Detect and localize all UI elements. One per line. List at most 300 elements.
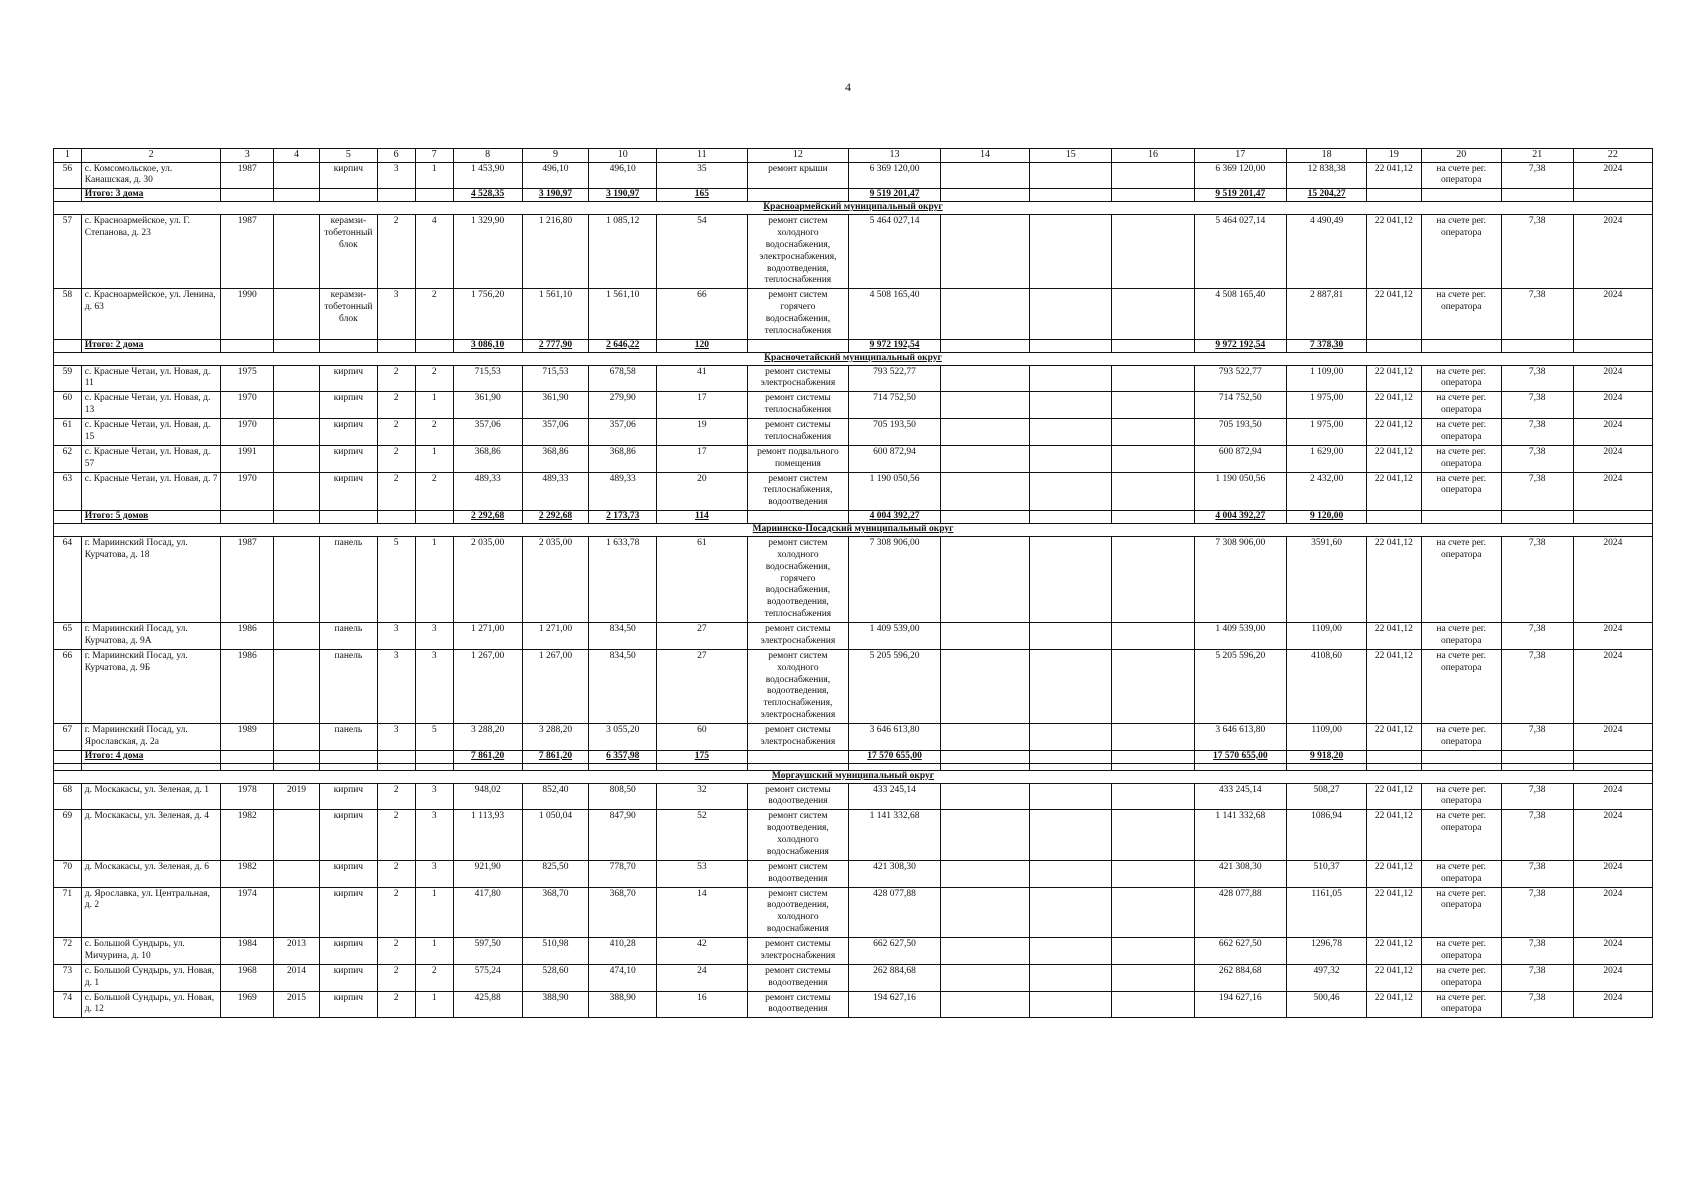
cell-c20: на счете рег. оператора xyxy=(1421,215,1501,289)
repair-register-table xyxy=(53,148,1653,1018)
cell-c4: 2019 xyxy=(273,783,319,810)
cell-c18: 4108,60 xyxy=(1287,649,1367,723)
cell-c11: 41 xyxy=(657,365,747,392)
cell-c8: 3 288,20 xyxy=(453,724,522,751)
cell-c11: 61 xyxy=(657,536,747,622)
cell-c18: 1 629,00 xyxy=(1287,445,1367,472)
cell-c18: 508,27 xyxy=(1287,783,1367,810)
table-row xyxy=(54,938,1653,965)
page-number: 4 xyxy=(845,80,851,94)
cell-c9: 489,33 xyxy=(522,472,589,511)
cell-c8: 3 086,10 xyxy=(453,339,522,352)
cell-empty xyxy=(940,511,1029,524)
cell-c17: 5 205 596,20 xyxy=(1194,649,1286,723)
cell-empty xyxy=(1030,783,1112,810)
cell-c17: 714 752,50 xyxy=(1194,392,1286,419)
table-row xyxy=(54,783,1653,810)
cell-empty xyxy=(1030,810,1112,861)
cell-c11: 32 xyxy=(657,783,747,810)
cell-c2: с. Большой Сундырь, ул. Мичурина, д. 10 xyxy=(81,938,221,965)
cell-c20: на счете рег. оператора xyxy=(1421,810,1501,861)
cell-c18: 2 887,81 xyxy=(1287,289,1367,340)
cell-empty xyxy=(1030,289,1112,340)
cell-c3: 1990 xyxy=(221,289,273,340)
table-row xyxy=(54,419,1653,446)
cell-empty xyxy=(221,511,273,524)
cell-c3: 1969 xyxy=(221,991,273,1018)
cell-c3: 1987 xyxy=(221,215,273,289)
cell-empty xyxy=(1112,215,1194,289)
cell-c11: 42 xyxy=(657,938,747,965)
cell-c19: 22 041,12 xyxy=(1367,162,1421,189)
cell-c4 xyxy=(273,162,319,189)
cell-c7: 1 xyxy=(415,938,453,965)
column-number-header xyxy=(54,149,1653,163)
cell-c18: 15 204,27 xyxy=(1287,189,1367,202)
cell-c12: ремонт систем водоотведения, холодного водоснабжения xyxy=(747,810,849,861)
cell-c19: 22 041,12 xyxy=(1367,445,1421,472)
cell-c6: 2 xyxy=(377,887,415,938)
cell-c13: 714 752,50 xyxy=(849,392,940,419)
column-header-2: 2 xyxy=(81,149,221,163)
cell-label: Моргаушский муниципальный округ xyxy=(54,770,1653,783)
cell-c17: 9 972 192,54 xyxy=(1194,339,1286,352)
cell-c7: 3 xyxy=(415,783,453,810)
cell-c9: 2 292,68 xyxy=(522,511,589,524)
subtotal-row xyxy=(54,189,1653,202)
cell-c22: 2024 xyxy=(1573,445,1652,472)
cell-empty xyxy=(940,289,1029,340)
cell-c17: 600 872,94 xyxy=(1194,445,1286,472)
table-row xyxy=(54,215,1653,289)
cell-c8: 357,06 xyxy=(453,419,522,446)
cell-label: Красноармейский муниципальный округ xyxy=(54,202,1653,215)
cell-c22: 2024 xyxy=(1573,860,1652,887)
cell-c19: 22 041,12 xyxy=(1367,649,1421,723)
cell-empty xyxy=(320,511,378,524)
cell-c13: 194 627,16 xyxy=(849,991,940,1018)
cell-empty xyxy=(940,445,1029,472)
cell-empty xyxy=(1030,189,1112,202)
cell-c6: 2 xyxy=(377,938,415,965)
cell-c11: 54 xyxy=(657,215,747,289)
cell-c13: 600 872,94 xyxy=(849,445,940,472)
cell-c7: 5 xyxy=(415,724,453,751)
cell-empty xyxy=(1030,649,1112,723)
cell-c10: 357,06 xyxy=(589,419,657,446)
cell-c7: 2 xyxy=(415,419,453,446)
cell-c17: 3 646 613,80 xyxy=(1194,724,1286,751)
cell-c9: 361,90 xyxy=(522,392,589,419)
cell-c22: 2024 xyxy=(1573,162,1652,189)
cell-c7: 2 xyxy=(415,365,453,392)
cell-c9: 3 190,97 xyxy=(522,189,589,202)
cell-c13: 705 193,50 xyxy=(849,419,940,446)
cell-c22: 2024 xyxy=(1573,623,1652,650)
cell-c11: 14 xyxy=(657,887,747,938)
cell-c11: 175 xyxy=(657,750,747,763)
cell-c4 xyxy=(273,365,319,392)
cell-c21: 7,38 xyxy=(1501,860,1573,887)
cell-empty xyxy=(1030,887,1112,938)
cell-c4 xyxy=(273,623,319,650)
cell-empty xyxy=(1194,763,1286,770)
cell-c7: 1 xyxy=(415,887,453,938)
cell-empty xyxy=(415,763,453,770)
cell-empty xyxy=(1030,392,1112,419)
cell-empty xyxy=(1112,445,1194,472)
cell-c12: ремонт систем водоотведения, холодного водоснабжения xyxy=(747,887,849,938)
cell-c10: 834,50 xyxy=(589,623,657,650)
cell-c21: 7,38 xyxy=(1501,724,1573,751)
cell-c17: 4 004 392,27 xyxy=(1194,511,1286,524)
cell-c9: 496,10 xyxy=(522,162,589,189)
cell-c10: 847,90 xyxy=(589,810,657,861)
cell-empty xyxy=(377,750,415,763)
cell-c17: 9 519 201,47 xyxy=(1194,189,1286,202)
cell-c4 xyxy=(273,215,319,289)
cell-c9: 368,86 xyxy=(522,445,589,472)
table-row xyxy=(54,810,1653,861)
cell-c13: 1 190 050,56 xyxy=(849,472,940,511)
cell-c8: 921,90 xyxy=(453,860,522,887)
cell-c10: 2 173,73 xyxy=(589,511,657,524)
cell-c5: кирпич xyxy=(320,810,378,861)
cell-empty xyxy=(1030,215,1112,289)
cell-c1: 58 xyxy=(54,289,82,340)
cell-c7: 1 xyxy=(415,536,453,622)
cell-c13: 9 972 192,54 xyxy=(849,339,940,352)
cell-c5: кирпич xyxy=(320,365,378,392)
cell-c22: 2024 xyxy=(1573,887,1652,938)
cell-empty xyxy=(1030,750,1112,763)
cell-c4 xyxy=(273,649,319,723)
cell-c21: 7,38 xyxy=(1501,649,1573,723)
cell-empty xyxy=(940,964,1029,991)
cell-empty xyxy=(415,189,453,202)
cell-empty xyxy=(1112,511,1194,524)
cell-c7: 2 xyxy=(415,472,453,511)
cell-c12: ремонт системы водоотведения xyxy=(747,964,849,991)
cell-c9: 368,70 xyxy=(522,887,589,938)
table-row xyxy=(54,289,1653,340)
cell-c8: 1 267,00 xyxy=(453,649,522,723)
cell-c8: 1 329,90 xyxy=(453,215,522,289)
cell-empty xyxy=(940,938,1029,965)
cell-empty xyxy=(940,392,1029,419)
cell-c9: 825,50 xyxy=(522,860,589,887)
cell-empty xyxy=(1030,763,1112,770)
cell-c5: керамзи-тобетонный блок xyxy=(320,289,378,340)
cell-c9: 7 861,20 xyxy=(522,750,589,763)
cell-c17: 7 308 906,00 xyxy=(1194,536,1286,622)
cell-empty xyxy=(1112,810,1194,861)
column-header-3: 3 xyxy=(221,149,273,163)
cell-empty xyxy=(1112,392,1194,419)
cell-empty xyxy=(1030,991,1112,1018)
cell-c6: 2 xyxy=(377,215,415,289)
cell-c10: 6 357,98 xyxy=(589,750,657,763)
cell-empty xyxy=(747,189,849,202)
table-row xyxy=(54,860,1653,887)
subtotal-row xyxy=(54,750,1653,763)
cell-c7: 1 xyxy=(415,392,453,419)
cell-empty xyxy=(940,419,1029,446)
cell-empty xyxy=(54,189,82,202)
cell-c19: 22 041,12 xyxy=(1367,810,1421,861)
cell-c2: с. Красные Четаи, ул. Новая, д. 7 xyxy=(81,472,221,511)
cell-c1: 71 xyxy=(54,887,82,938)
cell-c1: 59 xyxy=(54,365,82,392)
cell-c19: 22 041,12 xyxy=(1367,536,1421,622)
cell-c7: 3 xyxy=(415,810,453,861)
cell-empty xyxy=(320,750,378,763)
cell-c1: 63 xyxy=(54,472,82,511)
cell-c18: 1161,05 xyxy=(1287,887,1367,938)
table-row xyxy=(54,724,1653,751)
cell-c8: 489,33 xyxy=(453,472,522,511)
cell-c11: 165 xyxy=(657,189,747,202)
cell-c18: 500,46 xyxy=(1287,991,1367,1018)
cell-c19: 22 041,12 xyxy=(1367,724,1421,751)
cell-c22: 2024 xyxy=(1573,536,1652,622)
cell-empty xyxy=(1112,623,1194,650)
cell-c13: 5 464 027,14 xyxy=(849,215,940,289)
cell-c21: 7,38 xyxy=(1501,365,1573,392)
cell-c21: 7,38 xyxy=(1501,991,1573,1018)
district-heading-row xyxy=(54,770,1653,783)
cell-c8: 948,02 xyxy=(453,783,522,810)
cell-empty xyxy=(1501,750,1573,763)
cell-c6: 3 xyxy=(377,289,415,340)
cell-empty xyxy=(377,511,415,524)
column-header-9: 9 xyxy=(522,149,589,163)
cell-empty xyxy=(940,339,1029,352)
cell-c3: 1970 xyxy=(221,472,273,511)
column-header-20: 20 xyxy=(1421,149,1501,163)
cell-c8: 715,53 xyxy=(453,365,522,392)
cell-c9: 357,06 xyxy=(522,419,589,446)
cell-empty xyxy=(1573,339,1652,352)
table-row xyxy=(54,991,1653,1018)
table-row xyxy=(54,365,1653,392)
cell-empty xyxy=(1030,964,1112,991)
cell-empty xyxy=(1030,365,1112,392)
cell-c1: 68 xyxy=(54,783,82,810)
cell-c3: 1982 xyxy=(221,810,273,861)
cell-empty xyxy=(377,763,415,770)
cell-c19: 22 041,12 xyxy=(1367,419,1421,446)
cell-c17: 1 190 050,56 xyxy=(1194,472,1286,511)
cell-c17: 17 570 655,00 xyxy=(1194,750,1286,763)
cell-empty xyxy=(1112,419,1194,446)
cell-label: Красночетайский муниципальный округ xyxy=(54,352,1653,365)
cell-c8: 1 756,20 xyxy=(453,289,522,340)
cell-c3: 1975 xyxy=(221,365,273,392)
cell-c12: ремонт системы электроснабжения xyxy=(747,938,849,965)
cell-c4 xyxy=(273,289,319,340)
cell-c20: на счете рег. оператора xyxy=(1421,536,1501,622)
column-header-18: 18 xyxy=(1287,149,1367,163)
cell-empty xyxy=(81,763,221,770)
cell-empty xyxy=(1030,860,1112,887)
cell-c11: 24 xyxy=(657,964,747,991)
cell-c5: панель xyxy=(320,536,378,622)
cell-c5: кирпич xyxy=(320,445,378,472)
cell-c19: 22 041,12 xyxy=(1367,472,1421,511)
cell-empty xyxy=(1421,339,1501,352)
cell-c9: 2 777,90 xyxy=(522,339,589,352)
cell-c17: 421 308,30 xyxy=(1194,860,1286,887)
cell-empty xyxy=(54,511,82,524)
cell-c11: 52 xyxy=(657,810,747,861)
cell-c6: 2 xyxy=(377,392,415,419)
cell-c11: 66 xyxy=(657,289,747,340)
cell-empty xyxy=(940,860,1029,887)
cell-c12: ремонт системы теплоснабжения xyxy=(747,392,849,419)
cell-c10: 368,70 xyxy=(589,887,657,938)
cell-c4 xyxy=(273,536,319,622)
cell-c5: керамзи-тобетонный блок xyxy=(320,215,378,289)
cell-c22: 2024 xyxy=(1573,938,1652,965)
cell-empty xyxy=(1501,339,1573,352)
cell-c22: 2024 xyxy=(1573,472,1652,511)
cell-c21: 7,38 xyxy=(1501,536,1573,622)
cell-c5: кирпич xyxy=(320,991,378,1018)
cell-label: Итого: 3 дома xyxy=(81,189,221,202)
cell-c13: 17 570 655,00 xyxy=(849,750,940,763)
cell-c6: 3 xyxy=(377,649,415,723)
cell-c19: 22 041,12 xyxy=(1367,938,1421,965)
cell-c2: д. Москакасы, ул. Зеленая, д. 1 xyxy=(81,783,221,810)
cell-empty xyxy=(1030,623,1112,650)
cell-c12: ремонт системы электроснабжения xyxy=(747,724,849,751)
cell-c3: 1987 xyxy=(221,162,273,189)
table-row xyxy=(54,649,1653,723)
cell-empty xyxy=(1367,763,1421,770)
cell-empty xyxy=(1501,189,1573,202)
cell-empty xyxy=(320,339,378,352)
cell-c13: 262 884,68 xyxy=(849,964,940,991)
cell-c2: д. Москакасы, ул. Зеленая, д. 6 xyxy=(81,860,221,887)
cell-c8: 2 035,00 xyxy=(453,536,522,622)
cell-c3: 1986 xyxy=(221,623,273,650)
cell-c8: 425,88 xyxy=(453,991,522,1018)
column-header-8: 8 xyxy=(453,149,522,163)
cell-c21: 7,38 xyxy=(1501,783,1573,810)
column-header-7: 7 xyxy=(415,149,453,163)
column-header-15: 15 xyxy=(1030,149,1112,163)
cell-c5: кирпич xyxy=(320,419,378,446)
cell-c6: 3 xyxy=(377,162,415,189)
cell-c18: 1 975,00 xyxy=(1287,392,1367,419)
cell-c11: 120 xyxy=(657,339,747,352)
cell-c22: 2024 xyxy=(1573,964,1652,991)
cell-empty xyxy=(1030,419,1112,446)
cell-c18: 1 975,00 xyxy=(1287,419,1367,446)
cell-c9: 528,60 xyxy=(522,964,589,991)
cell-c17: 428 077,88 xyxy=(1194,887,1286,938)
cell-c13: 5 205 596,20 xyxy=(849,649,940,723)
cell-empty xyxy=(1367,339,1421,352)
cell-c4 xyxy=(273,724,319,751)
cell-c18: 9 120,00 xyxy=(1287,511,1367,524)
cell-c8: 7 861,20 xyxy=(453,750,522,763)
cell-c18: 1296,78 xyxy=(1287,938,1367,965)
cell-c12: ремонт систем горячего водоснабжения, теплоснабжения xyxy=(747,289,849,340)
cell-c12: ремонт систем теплоснабжения, водоотведения xyxy=(747,472,849,511)
cell-c10: 489,33 xyxy=(589,472,657,511)
cell-c5: кирпич xyxy=(320,783,378,810)
column-header-11: 11 xyxy=(657,149,747,163)
cell-c9: 1 216,80 xyxy=(522,215,589,289)
cell-c21: 7,38 xyxy=(1501,392,1573,419)
cell-empty xyxy=(415,339,453,352)
cell-c19: 22 041,12 xyxy=(1367,887,1421,938)
cell-c1: 66 xyxy=(54,649,82,723)
cell-c4 xyxy=(273,887,319,938)
cell-empty xyxy=(1421,511,1501,524)
cell-c12: ремонт систем водоотведения xyxy=(747,860,849,887)
cell-c6: 2 xyxy=(377,419,415,446)
cell-c9: 715,53 xyxy=(522,365,589,392)
cell-c2: д. Москакасы, ул. Зеленая, д. 4 xyxy=(81,810,221,861)
cell-c13: 3 646 613,80 xyxy=(849,724,940,751)
cell-c19: 22 041,12 xyxy=(1367,365,1421,392)
cell-c19: 22 041,12 xyxy=(1367,392,1421,419)
cell-empty xyxy=(1421,750,1501,763)
cell-c11: 114 xyxy=(657,511,747,524)
cell-c10: 1 085,12 xyxy=(589,215,657,289)
cell-empty xyxy=(273,189,319,202)
cell-c22: 2024 xyxy=(1573,215,1652,289)
cell-c20: на счете рег. оператора xyxy=(1421,445,1501,472)
column-header-13: 13 xyxy=(849,149,940,163)
cell-c11: 27 xyxy=(657,623,747,650)
cell-c20: на счете рег. оператора xyxy=(1421,623,1501,650)
cell-c17: 1 141 332,68 xyxy=(1194,810,1286,861)
cell-c18: 3591,60 xyxy=(1287,536,1367,622)
cell-empty xyxy=(589,763,657,770)
cell-empty xyxy=(1573,511,1652,524)
cell-empty xyxy=(940,763,1029,770)
cell-c22: 2024 xyxy=(1573,810,1652,861)
cell-c8: 1 113,93 xyxy=(453,810,522,861)
cell-c12: ремонт систем холодного водоснабжения, горячего водоснабжения, водоотведения, теплоснабжения xyxy=(747,536,849,622)
cell-c12: ремонт системы электроснабжения xyxy=(747,623,849,650)
cell-c1: 65 xyxy=(54,623,82,650)
cell-c5: панель xyxy=(320,623,378,650)
cell-c20: на счете рег. оператора xyxy=(1421,964,1501,991)
cell-c17: 194 627,16 xyxy=(1194,991,1286,1018)
cell-c20: на счете рег. оператора xyxy=(1421,938,1501,965)
cell-c7: 3 xyxy=(415,623,453,650)
cell-empty xyxy=(221,189,273,202)
cell-empty xyxy=(1030,938,1112,965)
cell-c20: на счете рег. оператора xyxy=(1421,860,1501,887)
cell-c5: кирпич xyxy=(320,887,378,938)
cell-c18: 12 838,38 xyxy=(1287,162,1367,189)
cell-c18: 1 109,00 xyxy=(1287,365,1367,392)
column-header-4: 4 xyxy=(273,149,319,163)
cell-c1: 60 xyxy=(54,392,82,419)
cell-empty xyxy=(415,750,453,763)
cell-c2: г. Мариинский Посад, ул. Курчатова, д. 9Б xyxy=(81,649,221,723)
cell-empty xyxy=(747,763,849,770)
cell-c2: с. Большой Сундырь, ул. Новая, д. 12 xyxy=(81,991,221,1018)
cell-c6: 2 xyxy=(377,964,415,991)
cell-c22: 2024 xyxy=(1573,724,1652,751)
